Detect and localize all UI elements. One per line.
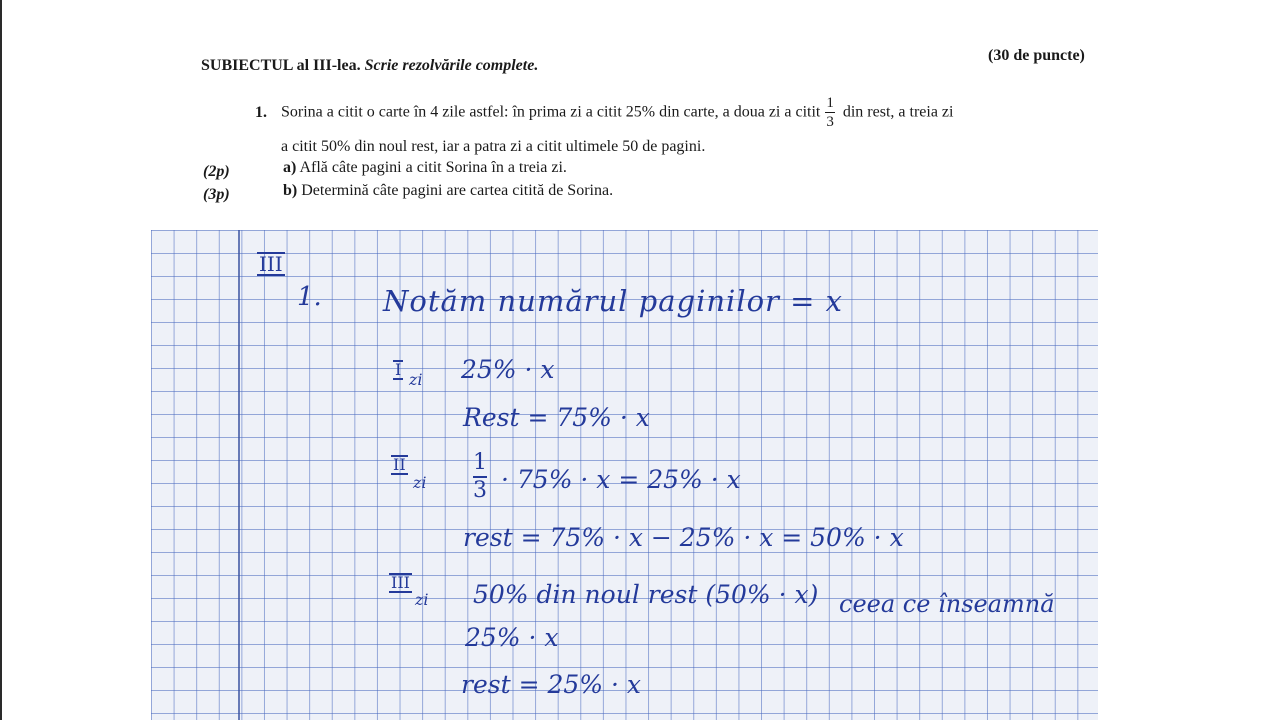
day-1-zi: zi (409, 370, 423, 389)
fraction-numerator: 1 (826, 95, 834, 111)
problem-text-before-fraction: Sorina a citit o carte în 4 zile astfel: în prima zi a citit 25% din carte, a doua zi a citit (281, 103, 821, 121)
scan-left-edge (0, 0, 2, 720)
fraction-denominator: 3 (826, 114, 834, 130)
section-instruction: Scrie rezolvările complete. (364, 57, 539, 74)
section-points: (30 de puncte) (988, 47, 1085, 64)
section-roman-numeral: III (259, 252, 283, 276)
day-3-zi: zi (415, 590, 429, 609)
day-2-fraction: 1 3 (473, 450, 487, 503)
day-2-expression: · 75% · x = 25% · x (501, 465, 741, 494)
exam-section-title (201, 58, 538, 74)
day-3-expression: 50% din noul rest (50% · x) (473, 580, 819, 609)
problem-text-after-fraction: din rest, a treia zi (842, 103, 954, 121)
solution-item-number: 1. (297, 282, 322, 312)
day-2-roman: II (393, 455, 406, 474)
notebook-margin-line (238, 230, 240, 720)
day-3-roman: III (391, 573, 410, 592)
part-b-points: (3p) (203, 186, 230, 203)
problem-text-line-1 (281, 96, 953, 130)
day-3-value: 25% · x (465, 623, 559, 652)
day-1-rest: Rest = 75% · x (463, 403, 650, 432)
day-2-rest: rest = 75% · x − 25% · x = 50% · x (463, 523, 904, 552)
part-a-label: a) (283, 159, 297, 176)
problem-number: 1. (255, 104, 267, 121)
part-a (283, 160, 567, 176)
day-1-expression: 25% · x (461, 355, 555, 384)
problem-text-line-2: a citit 50% din noul rest, iar a patra zi a citit ultimele 50 de pagini. (281, 138, 706, 155)
notation-line: Notăm numărul paginilor = x (383, 284, 844, 318)
part-b (283, 183, 613, 199)
part-b-text: Determină câte pagini are cartea citită de Sorina. (301, 182, 614, 199)
day-3-rest: rest = 25% · x (461, 670, 641, 699)
day-1-roman: I (395, 360, 402, 379)
day-2-zi: zi (413, 473, 427, 492)
part-a-text: Află câte pagini a citit Sorina în a treia zi. (299, 159, 567, 176)
day-3-note: ceea ce înseamnă (839, 590, 1055, 618)
part-a-points: (2p) (203, 163, 230, 180)
part-b-label: b) (283, 182, 298, 199)
section-label: SUBIECTUL al III-lea. (201, 57, 361, 74)
notebook-page (151, 230, 1098, 720)
fraction-one-third (825, 96, 835, 130)
